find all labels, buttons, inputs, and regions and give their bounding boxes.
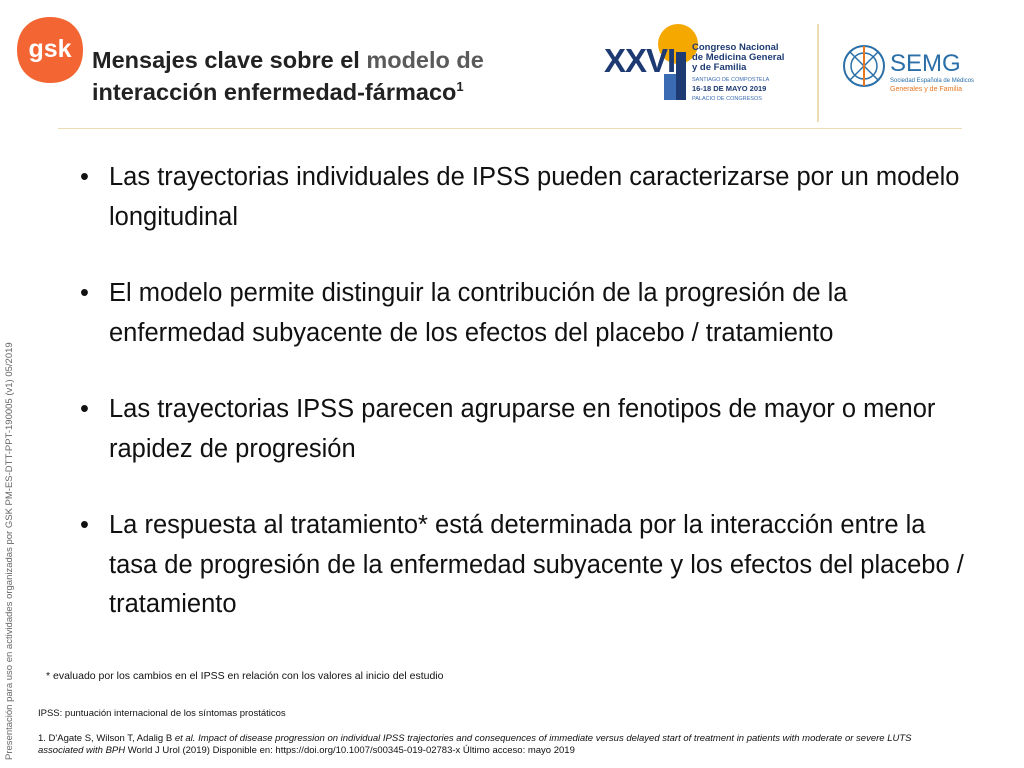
- header-divider: [817, 24, 819, 122]
- congress-line1: Congreso Nacional: [692, 42, 779, 53]
- header-rule: [58, 128, 962, 129]
- congress-city: SANTIAGO DE COMPOSTELA: [692, 77, 770, 83]
- title-part1: Mensajes clave sobre el: [92, 47, 367, 73]
- bullet-item: • La respuesta al tratamiento* está determinada por la interacción entre la tasa de progresión de la enfermedad subyacente y los efectos del placebo / tratamiento: [80, 506, 980, 625]
- semg-subtitle-line1: Sociedad Española de Médicos: [890, 78, 975, 84]
- title-part2: modelo de: [366, 47, 484, 73]
- bullet-item: • El modelo permite distinguir la contribución de la progresión de la enfermedad subyacente de los efectos del placebo / tratamiento: [80, 274, 980, 353]
- semg-logo: [840, 40, 976, 96]
- bullet-item: • Las trayectorias IPSS parecen agruparse en fenotipos de mayor o menor rapidez de progresión: [80, 390, 980, 469]
- abbreviation-note: IPSS: puntuación internacional de los síntomas prostáticos: [38, 708, 286, 719]
- semg-name: SEMG: [890, 50, 961, 77]
- title-line2: interacción enfermedad-fármaco: [92, 79, 457, 105]
- reference: [38, 733, 958, 757]
- title-reference-mark: 1: [456, 79, 464, 94]
- reference-source: World J Urol (2019) Disponible en: https://doi.org/10.1007/s00345-019-02783-x Último acceso: mayo 2019: [125, 745, 575, 756]
- congress-line2: de Medicina General: [692, 52, 785, 63]
- congress-line3: y de Familia: [692, 62, 747, 73]
- side-disclaimer: Presentación para uso en actividades organizadas por GSK PM-ES-DTT-PPT-190005 (v1) 05/2019: [4, 342, 15, 760]
- gsk-logo: [14, 14, 86, 86]
- reference-title: Impact of disease progression on individual IPSS trajectories and consequences of immediate versus delayed start of treatment in patients with moderate or severe LUTS associated with BPH: [38, 733, 912, 756]
- semg-subtitle-line2: Generales y de Familia: [890, 86, 962, 93]
- semg-emblem-icon: [844, 46, 884, 86]
- congress-venue: PALACIO DE CONGRESOS: [692, 96, 762, 102]
- reference-etal: et al.: [174, 733, 196, 744]
- slide-title: [92, 44, 582, 108]
- congress-dates: 16-18 DE MAYO 2019: [692, 84, 767, 93]
- congress-logo: [602, 22, 802, 104]
- reference-authors: 1. D'Agate S, Wilson T, Adalig B: [38, 733, 175, 744]
- gsk-logo-text: gsk: [28, 35, 72, 63]
- key-messages-list: [80, 158, 980, 662]
- congress-numeral: XXVI: [604, 42, 676, 79]
- bullet-item: • Las trayectorias individuales de IPSS pueden caracterizarse por un modelo longitudinal: [80, 158, 980, 237]
- footnote: * evaluado por los cambios en el IPSS en relación con los valores al inicio del estudio: [46, 670, 444, 682]
